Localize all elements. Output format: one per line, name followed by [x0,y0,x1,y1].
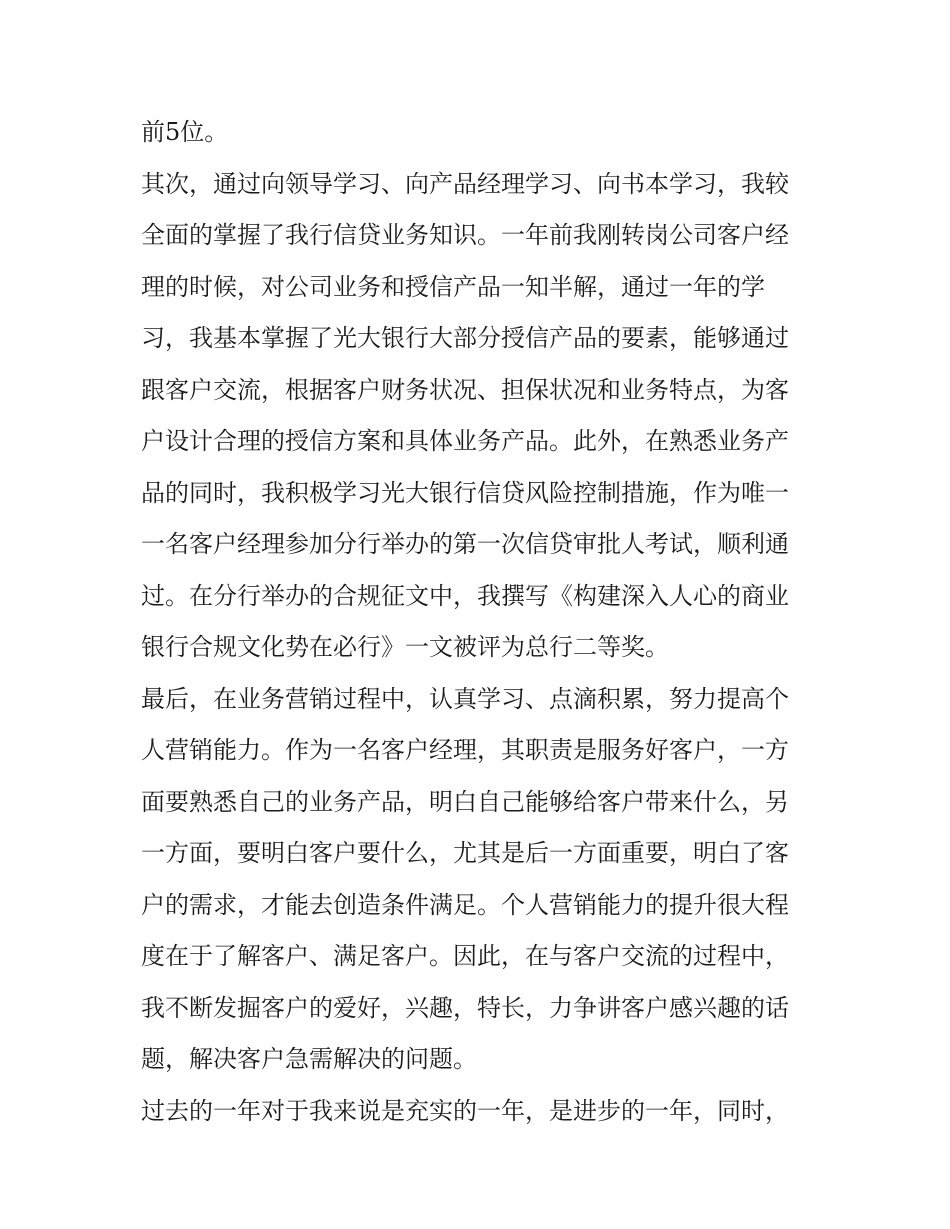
text-line: 户的需求，才能去创造条件满足。个人营销能力的提升很大程 [141,890,789,919]
text-line: 我不断发掘客户的爱好，兴趣，特长，力争讲客户感兴趣的话 [141,993,789,1022]
text-line: 全面的掌握了我行信贷业务知识。一年前我刚转岗公司客户经 [141,221,789,249]
text-line: 其次，通过向领导学习、向产品经理学习、向书本学习，我较 [141,169,789,198]
paragraph-4 [141,1086,813,1138]
text-line: 过去的一年对于我来说是充实的一年，是进步的一年，同时， [141,1096,789,1125]
text-line: 题，解决客户急需解决的问题。 [141,1045,477,1073]
text-line: 最后，在业务营销过程中，认真学习、点滴积累，努力提高个 [141,684,789,713]
text-line: 前5位。 [141,118,229,146]
text-line: 度在于了解客户、满足客户。因此，在与客户交流的过程中， [141,942,789,970]
document-body [141,107,813,1137]
paragraph-2 [141,159,813,674]
text-line: 一方面，要明白客户要什么，尤其是后一方面重要，明白了客 [141,839,789,867]
paragraph-1 [141,107,813,159]
text-line: 面要熟悉自己的业务产品，明白自己能够给客户带来什么，另 [141,787,789,816]
paragraph-3 [141,674,813,1086]
text-line: 理的时候，对公司业务和授信产品一知半解，通过一年的学 [141,272,765,301]
text-line: 一名客户经理参加分行举办的第一次信贷审批人考试，顺利通 [141,530,789,558]
text-line: 习，我基本掌握了光大银行大部分授信产品的要素，能够通过 [141,324,789,352]
text-line: 人营销能力。作为一名客户经理，其职责是服务好客户，一方 [141,736,789,764]
text-line: 跟客户交流，根据客户财务状况、担保状况和业务特点，为客 [141,375,789,404]
text-line: 户设计合理的授信方案和具体业务产品。此外，在熟悉业务产 [141,427,789,455]
text-line: 银行合规文化势在必行》一文被评为总行二等奖。 [141,633,669,661]
text-line: 品的同时，我积极学习光大银行信贷风险控制措施，作为唯一 [141,478,789,507]
text-line: 过。在分行举办的合规征文中，我撰写《构建深入人心的商业 [141,581,789,610]
